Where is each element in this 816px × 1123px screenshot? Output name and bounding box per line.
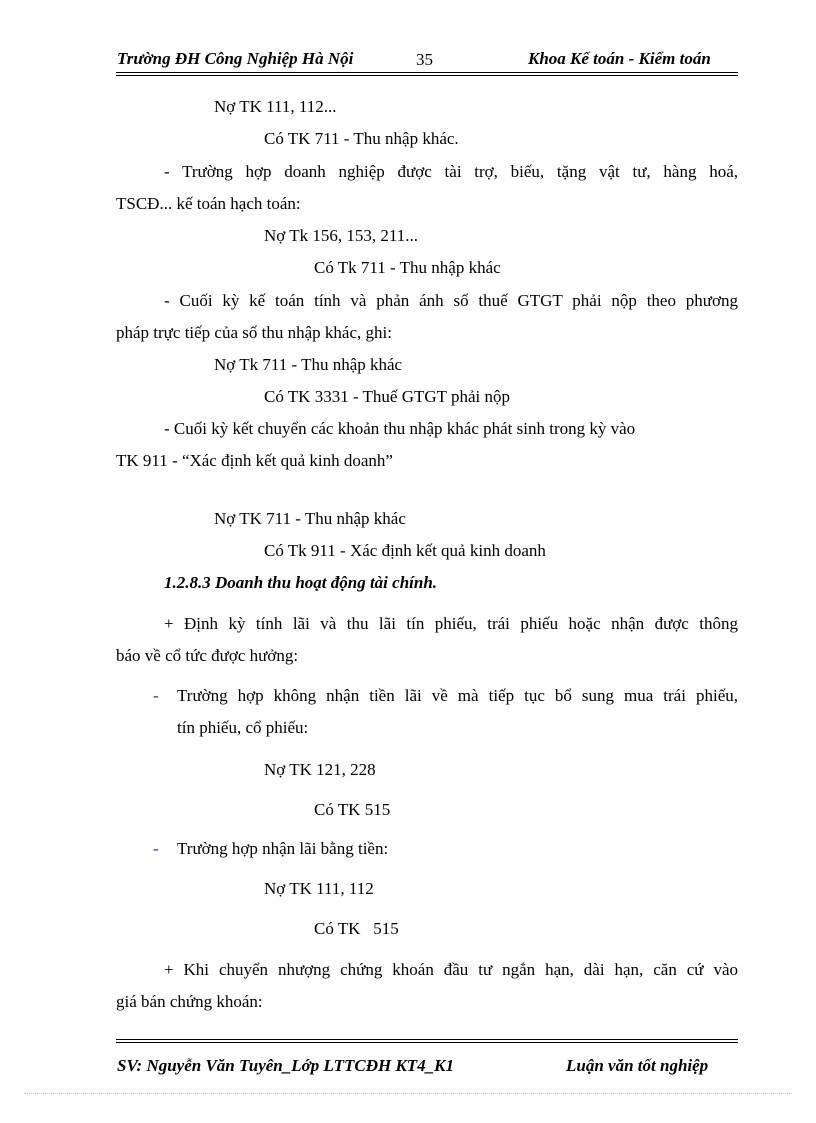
text-line: Có Tk 911 - Xác định kết quả kinh doanh xyxy=(264,541,546,560)
text-line: + Khi chuyển nhượng chứng khoán đầu tư ngắn hạn, dài hạn, căn cứ vào xyxy=(164,960,738,979)
text-line: Nợ Tk 156, 153, 211... xyxy=(264,226,418,245)
page-edge-dotted-line xyxy=(24,1093,792,1094)
header-rule-top xyxy=(116,72,738,73)
footer-rule-top xyxy=(116,1039,738,1040)
text-line: Có TK 515 xyxy=(314,919,399,938)
text-line: Có TK 711 - Thu nhập khác. xyxy=(264,129,459,148)
header-school: Trường ĐH Công Nghiệp Hà Nội xyxy=(117,49,354,68)
text-line: báo về cổ tức được hưởng: xyxy=(116,646,299,665)
bullet-text: Trường hợp nhận lãi bằng tiền: xyxy=(177,839,389,858)
footer-rule-bottom xyxy=(116,1042,738,1043)
text-line: - Cuối kỳ kết chuyển các khoản thu nhập khác phát sinh trong kỳ vào xyxy=(164,419,636,438)
bullet-marker: - xyxy=(153,839,159,858)
text-line: Nợ TK 111, 112... xyxy=(214,97,337,116)
text-line: Nợ TK 711 - Thu nhập khác xyxy=(214,509,406,528)
bullet-text: Trường hợp không nhận tiền lãi về mà tiếp tục bổ sung mua trái phiếu, xyxy=(177,686,738,705)
text-line: Nợ TK 111, 112 xyxy=(264,879,374,898)
bullet-marker: - xyxy=(153,686,159,705)
header-rule-bottom xyxy=(116,75,738,76)
footer-thesis: Luận văn tốt nghiệp xyxy=(566,1056,709,1075)
bullet-text: tín phiếu, cổ phiếu: xyxy=(177,718,309,737)
page-number: 35 xyxy=(416,50,433,69)
text-line: pháp trực tiếp của số thu nhập khác, ghi: xyxy=(116,323,392,342)
text-line: - Trường hợp doanh nghiệp được tài trợ, biếu, tặng vật tư, hàng hoá, xyxy=(164,162,738,181)
text-line: TSCĐ... kế toán hạch toán: xyxy=(116,194,301,213)
text-line: Nợ TK 121, 228 xyxy=(264,760,376,779)
text-line: Có TK 515 xyxy=(314,800,391,819)
text-line: giá bán chứng khoán: xyxy=(116,992,263,1011)
footer-student: SV: Nguyễn Văn Tuyên_Lớp LTTCĐH KT4_K1 xyxy=(117,1056,455,1075)
text-line: TK 911 - “Xác định kết quả kinh doanh” xyxy=(116,451,393,470)
section-heading: 1.2.8.3 Doanh thu hoạt động tài chính. xyxy=(164,573,438,592)
text-line: Có TK 3331 - Thuế GTGT phải nộp xyxy=(264,387,511,406)
text-line: - Cuối kỳ kế toán tính và phản ánh số thuế GTGT phải nộp theo phương xyxy=(164,291,738,310)
text-line: + Định kỳ tính lãi và thu lãi tín phiếu, trái phiếu hoặc nhận được thông xyxy=(164,614,738,633)
text-line: Nợ Tk 711 - Thu nhập khác xyxy=(214,355,403,374)
header-faculty: Khoa Kế toán - Kiểm toán xyxy=(528,49,711,68)
text-line: Có Tk 711 - Thu nhập khác xyxy=(314,258,501,277)
